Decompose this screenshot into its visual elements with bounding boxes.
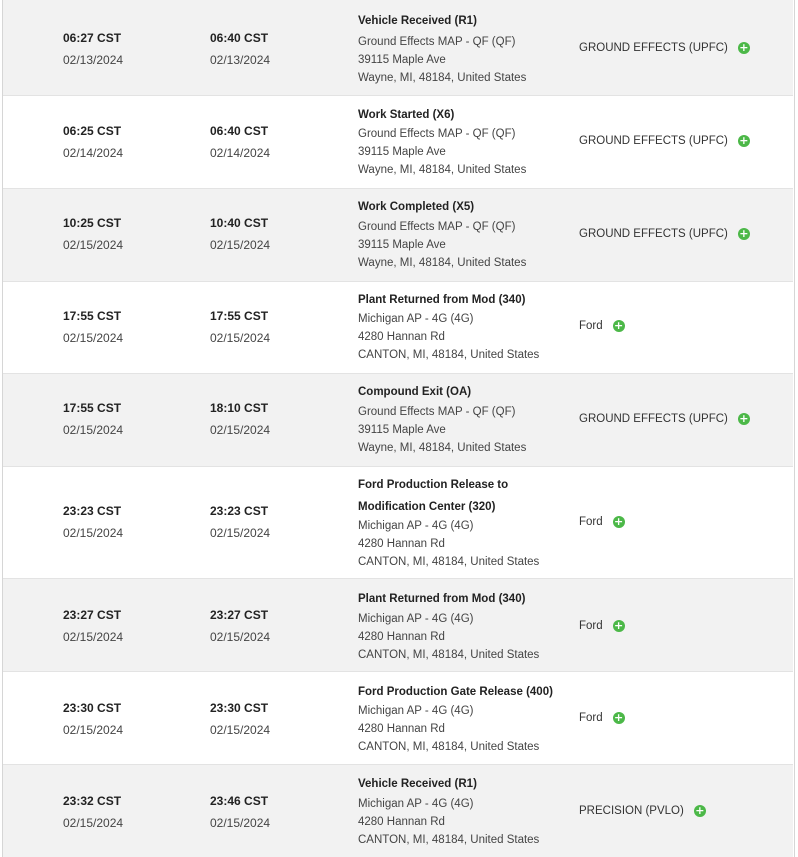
table-row: [3, 579, 793, 672]
table-row: [3, 282, 793, 374]
estimated-time: 06:25 CST: [63, 124, 122, 138]
table-row: [3, 374, 793, 467]
actual-time: 06:40 CST: [210, 31, 269, 45]
event-code: (R1): [454, 778, 477, 790]
estimated-time: 23:27 CST: [63, 608, 122, 622]
table-row: [3, 96, 793, 189]
plus-circle-icon[interactable]: +: [695, 804, 705, 817]
event-code: (R1): [454, 15, 477, 27]
party-name: Ford: [579, 712, 603, 724]
event-code: (340): [498, 593, 526, 605]
event-code: (400): [526, 686, 553, 698]
actual-time: 17:55 CST: [210, 309, 269, 323]
event-name: Vehicle Received: [358, 778, 452, 790]
location-street: 4280 Hannan Rd: [358, 331, 445, 343]
plus-circle-icon[interactable]: +: [739, 134, 749, 147]
table-row: [3, 0, 793, 96]
event-description: [358, 196, 474, 218]
location-name: Ground Effects MAP - QF (QF): [358, 221, 516, 233]
party-cell: [579, 318, 625, 334]
location-name: Michigan AP - 4G (4G): [358, 313, 474, 325]
estimated-date: 02/15/2024: [63, 816, 124, 830]
party-cell: [579, 514, 625, 530]
actual-date: 02/15/2024: [210, 723, 271, 737]
estimated-time: 17:55 CST: [63, 401, 122, 415]
event-name: Plant Returned from Mod: [358, 593, 496, 605]
location-street: 39115 Maple Ave: [358, 146, 446, 158]
party-cell: [579, 618, 625, 634]
table-row: [3, 672, 793, 765]
table-row: [3, 189, 793, 282]
event-name: Plant Returned from Mod: [358, 294, 496, 306]
event-description: [358, 10, 477, 32]
event-code: (320): [468, 501, 496, 513]
event-description-line2: [358, 496, 495, 518]
actual-date: 02/14/2024: [210, 146, 271, 160]
event-code: (340): [498, 294, 526, 306]
party-cell: [579, 226, 750, 242]
event-name: Work Started: [358, 109, 430, 121]
party-name: PRECISION (PVLO): [579, 805, 684, 817]
actual-time: 23:27 CST: [210, 608, 269, 622]
event-description: [358, 588, 525, 610]
party-cell: [579, 133, 750, 149]
actual-date: 02/15/2024: [210, 526, 271, 540]
event-name: Compound Exit: [358, 386, 443, 398]
estimated-time: 10:25 CST: [63, 216, 122, 230]
location-street: 39115 Maple Ave: [358, 239, 446, 251]
actual-date: 02/15/2024: [210, 423, 271, 437]
location-name: Ground Effects MAP - QF (QF): [358, 128, 516, 140]
party-name: GROUND EFFECTS (UPFC): [579, 228, 728, 240]
table-row: [3, 467, 793, 579]
plus-circle-icon[interactable]: +: [739, 41, 749, 54]
event-code: (OA): [446, 386, 472, 398]
location-name: Michigan AP - 4G (4G): [358, 520, 474, 532]
location-city: Wayne, MI, 48184, United States: [358, 72, 527, 84]
party-name: GROUND EFFECTS (UPFC): [579, 135, 728, 147]
party-name: Ford: [579, 320, 603, 332]
location-city: CANTON, MI, 48184, United States: [358, 834, 540, 846]
actual-date: 02/15/2024: [210, 630, 271, 644]
location-street: 39115 Maple Ave: [358, 424, 446, 436]
party-cell: [579, 411, 750, 427]
party-name: Ford: [579, 516, 603, 528]
location-name: Michigan AP - 4G (4G): [358, 798, 474, 810]
plus-circle-icon[interactable]: +: [614, 515, 624, 528]
location-street: 4280 Hannan Rd: [358, 538, 445, 550]
actual-date: 02/15/2024: [210, 238, 271, 252]
event-description: [358, 104, 454, 126]
location-name: Michigan AP - 4G (4G): [358, 705, 474, 717]
event-code: (X6): [432, 109, 455, 121]
estimated-time: 06:27 CST: [63, 31, 122, 45]
location-city: Wayne, MI, 48184, United States: [358, 442, 527, 454]
party-cell: [579, 710, 625, 726]
location-city: CANTON, MI, 48184, United States: [358, 556, 540, 568]
plus-circle-icon[interactable]: +: [614, 619, 624, 632]
actual-time: 18:10 CST: [210, 401, 269, 415]
location-street: 4280 Hannan Rd: [358, 816, 445, 828]
location-name: Michigan AP - 4G (4G): [358, 613, 474, 625]
estimated-time: 17:55 CST: [63, 309, 122, 323]
estimated-date: 02/14/2024: [63, 146, 124, 160]
party-name: GROUND EFFECTS (UPFC): [579, 413, 728, 425]
plus-circle-icon[interactable]: +: [739, 412, 749, 425]
estimated-date: 02/15/2024: [63, 723, 124, 737]
estimated-time: 23:23 CST: [63, 504, 122, 518]
estimated-date: 02/15/2024: [63, 423, 124, 437]
table-row: [3, 765, 793, 857]
location-city: Wayne, MI, 48184, United States: [358, 164, 527, 176]
event-name: Work Completed: [358, 201, 450, 213]
event-description: [358, 773, 477, 795]
event-name: Vehicle Received: [358, 15, 452, 27]
location-city: Wayne, MI, 48184, United States: [358, 257, 527, 269]
location-city: CANTON, MI, 48184, United States: [358, 741, 540, 753]
actual-time: 23:30 CST: [210, 701, 269, 715]
estimated-date: 02/13/2024: [63, 53, 124, 67]
actual-date: 02/13/2024: [210, 53, 271, 67]
event-name: Ford Production Gate Release: [358, 686, 523, 698]
actual-time: 23:23 CST: [210, 504, 269, 518]
plus-circle-icon[interactable]: +: [614, 319, 624, 332]
event-description: [358, 381, 471, 403]
party-name: GROUND EFFECTS (UPFC): [579, 42, 728, 54]
party-cell: [579, 40, 750, 56]
party-name: Ford: [579, 620, 603, 632]
location-street: 4280 Hannan Rd: [358, 723, 445, 735]
location-name: Ground Effects MAP - QF (QF): [358, 406, 516, 418]
actual-time: 10:40 CST: [210, 216, 269, 230]
event-description: [358, 681, 553, 703]
event-name: Modification Center: [358, 501, 466, 513]
location-street: 39115 Maple Ave: [358, 54, 446, 66]
location-street: 4280 Hannan Rd: [358, 631, 445, 643]
actual-date: 02/15/2024: [210, 331, 271, 345]
event-description-line1: Ford Production Release to: [358, 479, 509, 491]
location-city: CANTON, MI, 48184, United States: [358, 649, 540, 661]
estimated-date: 02/15/2024: [63, 526, 124, 540]
plus-circle-icon[interactable]: +: [739, 227, 749, 240]
estimated-time: 23:32 CST: [63, 794, 122, 808]
actual-date: 02/15/2024: [210, 816, 271, 830]
actual-time: 23:46 CST: [210, 794, 269, 808]
estimated-time: 23:30 CST: [63, 701, 122, 715]
location-city: CANTON, MI, 48184, United States: [358, 349, 540, 361]
actual-time: 06:40 CST: [210, 124, 269, 138]
party-cell: [579, 803, 706, 819]
event-code: (X5): [452, 201, 475, 213]
estimated-date: 02/15/2024: [63, 238, 124, 252]
plus-circle-icon[interactable]: +: [614, 711, 624, 724]
event-description: [358, 289, 525, 311]
estimated-date: 02/15/2024: [63, 630, 124, 644]
estimated-date: 02/15/2024: [63, 331, 124, 345]
location-name: Ground Effects MAP - QF (QF): [358, 36, 516, 48]
